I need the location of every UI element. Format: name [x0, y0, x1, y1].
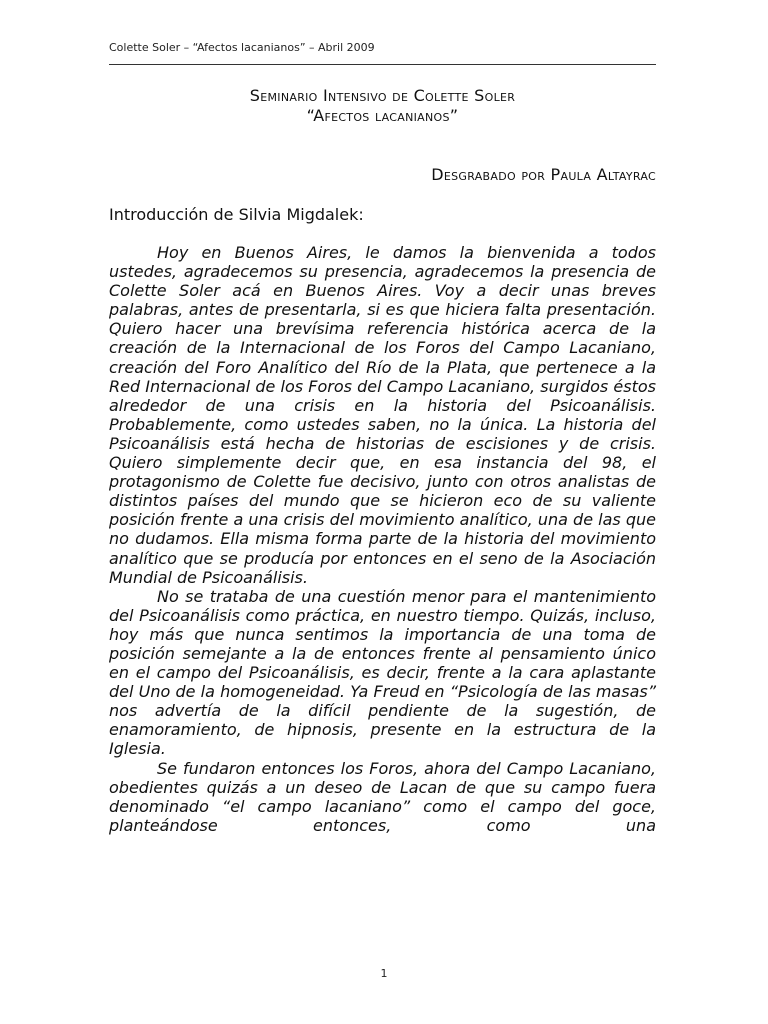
- transcription-credit: Desgrabado por Paula Altayrac: [431, 165, 656, 184]
- paragraph: Hoy en Buenos Aires, le damos la bienvenida a todos ustedes, agradecemos su presencia, agradecemos la presencia de Colette Soler acá en Buenos Aires. Voy a decir unas breves palabras, antes de presentarla, si es que hiciera falta presentación. Quiero hacer una brevísima referencia histórica acerca de la creación de la Internacional de los Foros del Campo Lacaniano, creación del Foro Analítico del Río de la Plata, que pertenece a la Red Internacional de los Foros del Campo Lacaniano, surgidos éstos alrededor de una crisis en la historia del Psicoanálisis. Probablemente, como ustedes saben, no la única. La historia del Psicoanálisis está hecha de historias de escisiones y de crisis. Quiero simplemente decir que, en esa instancia del 98, el protagonismo de Colette fue decisivo, junto con otros analistas de distintos países del mundo que se hicieron eco de su valiente posición frente a una crisis del movimiento analítico, una de las que no dudamos. Ella misma forma parte de la historia del movimiento analítico que se producía por entonces en el seno de la Asociación Mundial de Psicoanálisis.: [109, 243, 656, 587]
- page-number: 1: [380, 967, 388, 980]
- running-header: Colette Soler – “Afectos lacanianos” – Abril 2009: [109, 41, 375, 54]
- document-title: Seminario Intensivo de Colette Soler: [249, 86, 516, 105]
- paragraph: No se trataba de una cuestión menor para el mantenimiento del Psicoanálisis como práctica, en nuestro tiempo. Quizás, incluso, hoy más que nunca sentimos la importancia de una toma de posición semejante a la de entonces frente al pensamiento único en el campo del Psicoanálisis, es decir, frente a la cara aplastante del Uno de la homogeneidad. Ya Freud en “Psicología de las masas” nos advertía de la difícil pendiente de la sugestión, de enamoramiento, de hipnosis, presente en la estructura de la Iglesia.: [109, 586, 656, 759]
- body-text: [109, 243, 656, 835]
- document-subtitle: “Afectos lacanianos”: [306, 106, 459, 125]
- header-rule: [109, 64, 656, 65]
- section-heading: Introducción de Silvia Migdalek:: [109, 205, 364, 224]
- paragraph: Se fundaron entonces los Foros, ahora del Campo Lacaniano, obedientes quizás a un deseo de Lacan de que su campo fuera denominado “el campo lacaniano” como el campo del goce, planteándose entonces, como una: [109, 758, 656, 835]
